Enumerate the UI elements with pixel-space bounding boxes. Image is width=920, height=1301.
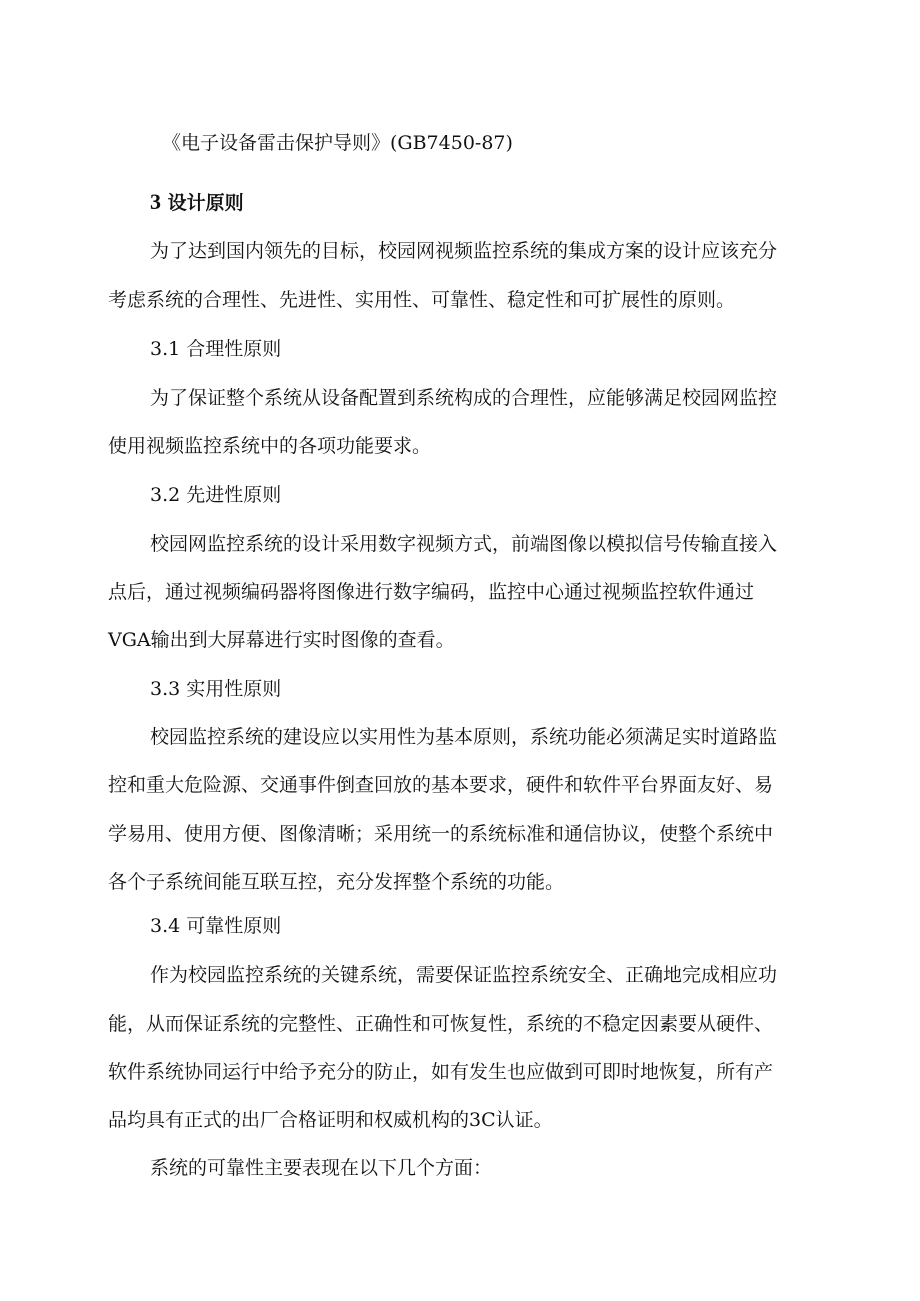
- section-3-1-heading: 3.1 合理性原则: [150, 338, 282, 360]
- section-3-2-text-line-1: 校园网监控系统的设计采用数字视频方式，前端图像以模拟信号传输直接入: [150, 533, 778, 555]
- section-3-3-text-line-2: 控和重大危险源、交通事件倒查回放的基本要求，硬件和软件平台界面友好、易: [108, 774, 774, 796]
- section-3-heading: [150, 190, 244, 215]
- section-3-3-text-line-1: 校园监控系统的建设应以实用性为基本原则，系统功能必须满足实时道路监: [150, 726, 778, 748]
- section-3-3-heading: 3.3 实用性原则: [150, 678, 282, 700]
- section-3-2-text-line-2: 点后，通过视频编码器将图像进行数字编码，监控中心通过视频监控软件通过: [108, 581, 755, 603]
- section-3-intro-line-1: 为了达到国内领先的目标，校园网视频监控系统的集成方案的设计应该充分: [150, 240, 778, 262]
- reference-line: 《电子设备雷击保护导则》(GB7450-87): [162, 132, 513, 154]
- section-3-4-text-line-2: 能，从而保证系统的完整性、正确性和可恢复性，系统的不稳定因素要从硬件、: [108, 1013, 774, 1035]
- section-3-title: 设计原则: [167, 192, 244, 214]
- section-3-4-followup: 系统的可靠性主要表现在以下几个方面：: [150, 1157, 493, 1179]
- section-3-2-heading: 3.2 先进性原则: [150, 484, 282, 506]
- section-3-4-text-line-1: 作为校园监控系统的关键系统，需要保证监控系统安全、正确地完成相应功: [150, 964, 778, 986]
- section-3-4-text-line-4: 品均具有正式的出厂合格证明和权威机构的3C认证。: [108, 1109, 553, 1131]
- section-3-1-text-line-1: 为了保证整个系统从设备配置到系统构成的合理性，应能够满足校园网监控: [150, 387, 778, 409]
- section-3-3-text-line-3: 学易用、使用方便、图像清晰；采用统一的系统标准和通信协议，使整个系统中: [108, 823, 774, 845]
- section-3-2-text-line-3: VGA输出到大屏幕进行实时图像的查看。: [108, 629, 455, 651]
- section-3-number: 3: [150, 189, 161, 214]
- section-3-3-text-line-4: 各个子系统间能互联互控，充分发挥整个系统的功能。: [108, 871, 565, 893]
- section-3-intro-line-2: 考虑系统的合理性、先进性、实用性、可靠性、稳定性和可扩展性的原则。: [108, 289, 736, 311]
- section-3-4-text-line-3: 软件系统协同运行中给予充分的防止，如有发生也应做到可即时地恢复，所有产: [108, 1061, 774, 1083]
- section-3-1-text-line-2: 使用视频监控系统中的各项功能要求。: [108, 435, 432, 457]
- section-3-4-heading: 3.4 可靠性原则: [150, 915, 282, 937]
